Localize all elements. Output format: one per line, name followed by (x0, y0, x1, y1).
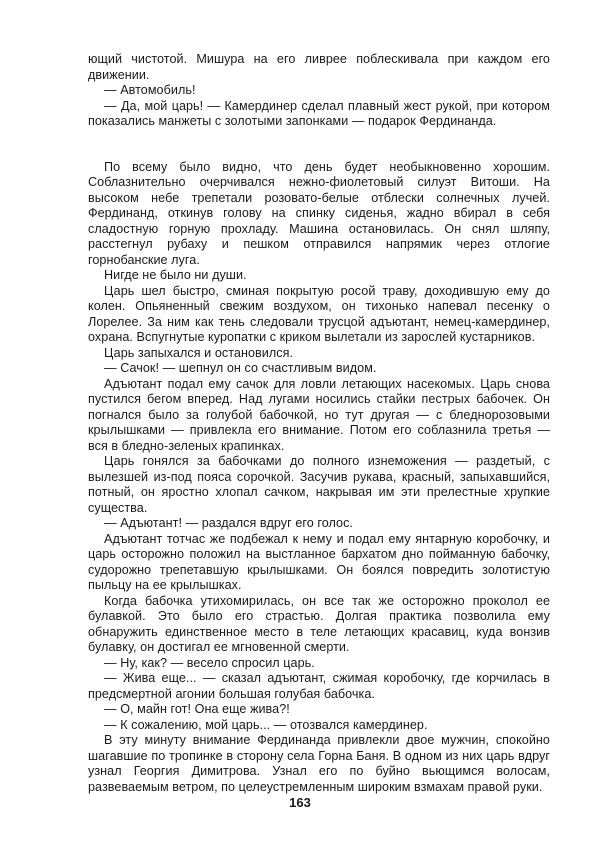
page-number: 163 (289, 795, 311, 810)
paragraph: Когда бабочка утихомирилась, он все так же осторожно проколол ее булавкой. Это было его страстью. Долгая практика позволила ему обнаружить единственное место в теле летающих красавиц, куда вонзив булавку, он достигал ее мгновенной смерти. (88, 593, 550, 654)
paragraph: Царь гонялся за бабочками до полного изнеможения — раздетый, с вылезшей из-под пояса сорочкой. Засучив рукава, красный, запыхавшийся, потный, он яростно хлопал сачком, накрывая им эти прелестные хрупкие существа. (88, 454, 550, 515)
paragraph: Адъютант подал ему сачок для ловли летающих насекомых. Царь снова пустился бегом вперед. Над лугами носились стайки пестрых бабочек. Он погнался было за голубой бабочкой, но тут другая — с бледнорозовыми крылышками — привлекла его внимание. Потом его соблазнила третья — вся в бледно-зеленых крапинках. (88, 376, 550, 453)
paragraph: — О, майн гот! Она еще жива?! (104, 702, 290, 716)
paragraph: В эту минуту внимание Фердинанда привлекли двое мужчин, спокойно шагавшие по тропинке в сторону села Горна Баня. В одном из них царь вдруг узнал Георгия Димитрова. Узнал его по буйно вьющимся волосам, развеваемым ветром, по целеустремленным широким взмахам правой руки. (88, 733, 550, 794)
paragraph: Царь запыхался и остановился. (104, 345, 293, 360)
paragraph: — Ну, как? — весело спросил царь. (104, 655, 315, 670)
paragraph: — Да, мой царь! — Камердинер сделал плавный жест рукой, при котором показались манжеты с золотыми запонками — подарок Фердинанда. (88, 98, 550, 128)
paragraph: — К сожалению, мой царь... — отозвался камердинер. (104, 717, 428, 732)
paragraph: — Адъютант! — раздался вдруг его голос. (104, 516, 353, 530)
paragraph: — Жива еще... — сказал адъютант, сжимая коробочку, где корчилась в предсмертной агонии большая голубая бабочка. (88, 671, 550, 701)
paragraph: — Сачок! — шепнул он со счастливым видом. (104, 361, 377, 375)
paragraph: Нигде не было ни души. (104, 268, 247, 282)
section-break (88, 130, 550, 160)
paragraph: ющий чистотой. Мишура на его ливрее поблескивала при каждом его движении. (88, 52, 550, 82)
paragraph: Адъютант тотчас же подбежал к нему и подал ему янтарную коробочку, и царь осторожно положил на выстланное бархатом дно пойманную бабочку, судорожно трепетавшую крылышками. Он боялся повредить золотистую пыльцу на ее крылышках. (88, 531, 550, 592)
paragraph: — Автомобиль! (104, 83, 196, 97)
page-text (88, 52, 550, 795)
paragraph: По всему было видно, что день будет необыкновенно хорошим. Соблазнительно очерчивался нежно-фиолетовый силуэт Витоши. На высоком небе трепетали розовато-белые отблески солнечных лучей. Фердинанд, откинув голову на спинку сиденья, жадно вбирал в себя сладостную горную прохладу. Машина остановилась. Он снял шляпу, расстегнул рубаху и пешком отправился напрямик через отлогие горнобанские луга. (88, 159, 550, 267)
paragraph: Царь шел быстро, сминая покрытую росой траву, доходившую ему до колен. Опьяненный свежим воздухом, он тихонько напевал песенку о Лорелее. За ним как тень следовали трусцой адъютант, немец-камердинер, охрана. Вспугнутые куропатки с криком вылетали из зарослей кустарников. (88, 283, 550, 344)
